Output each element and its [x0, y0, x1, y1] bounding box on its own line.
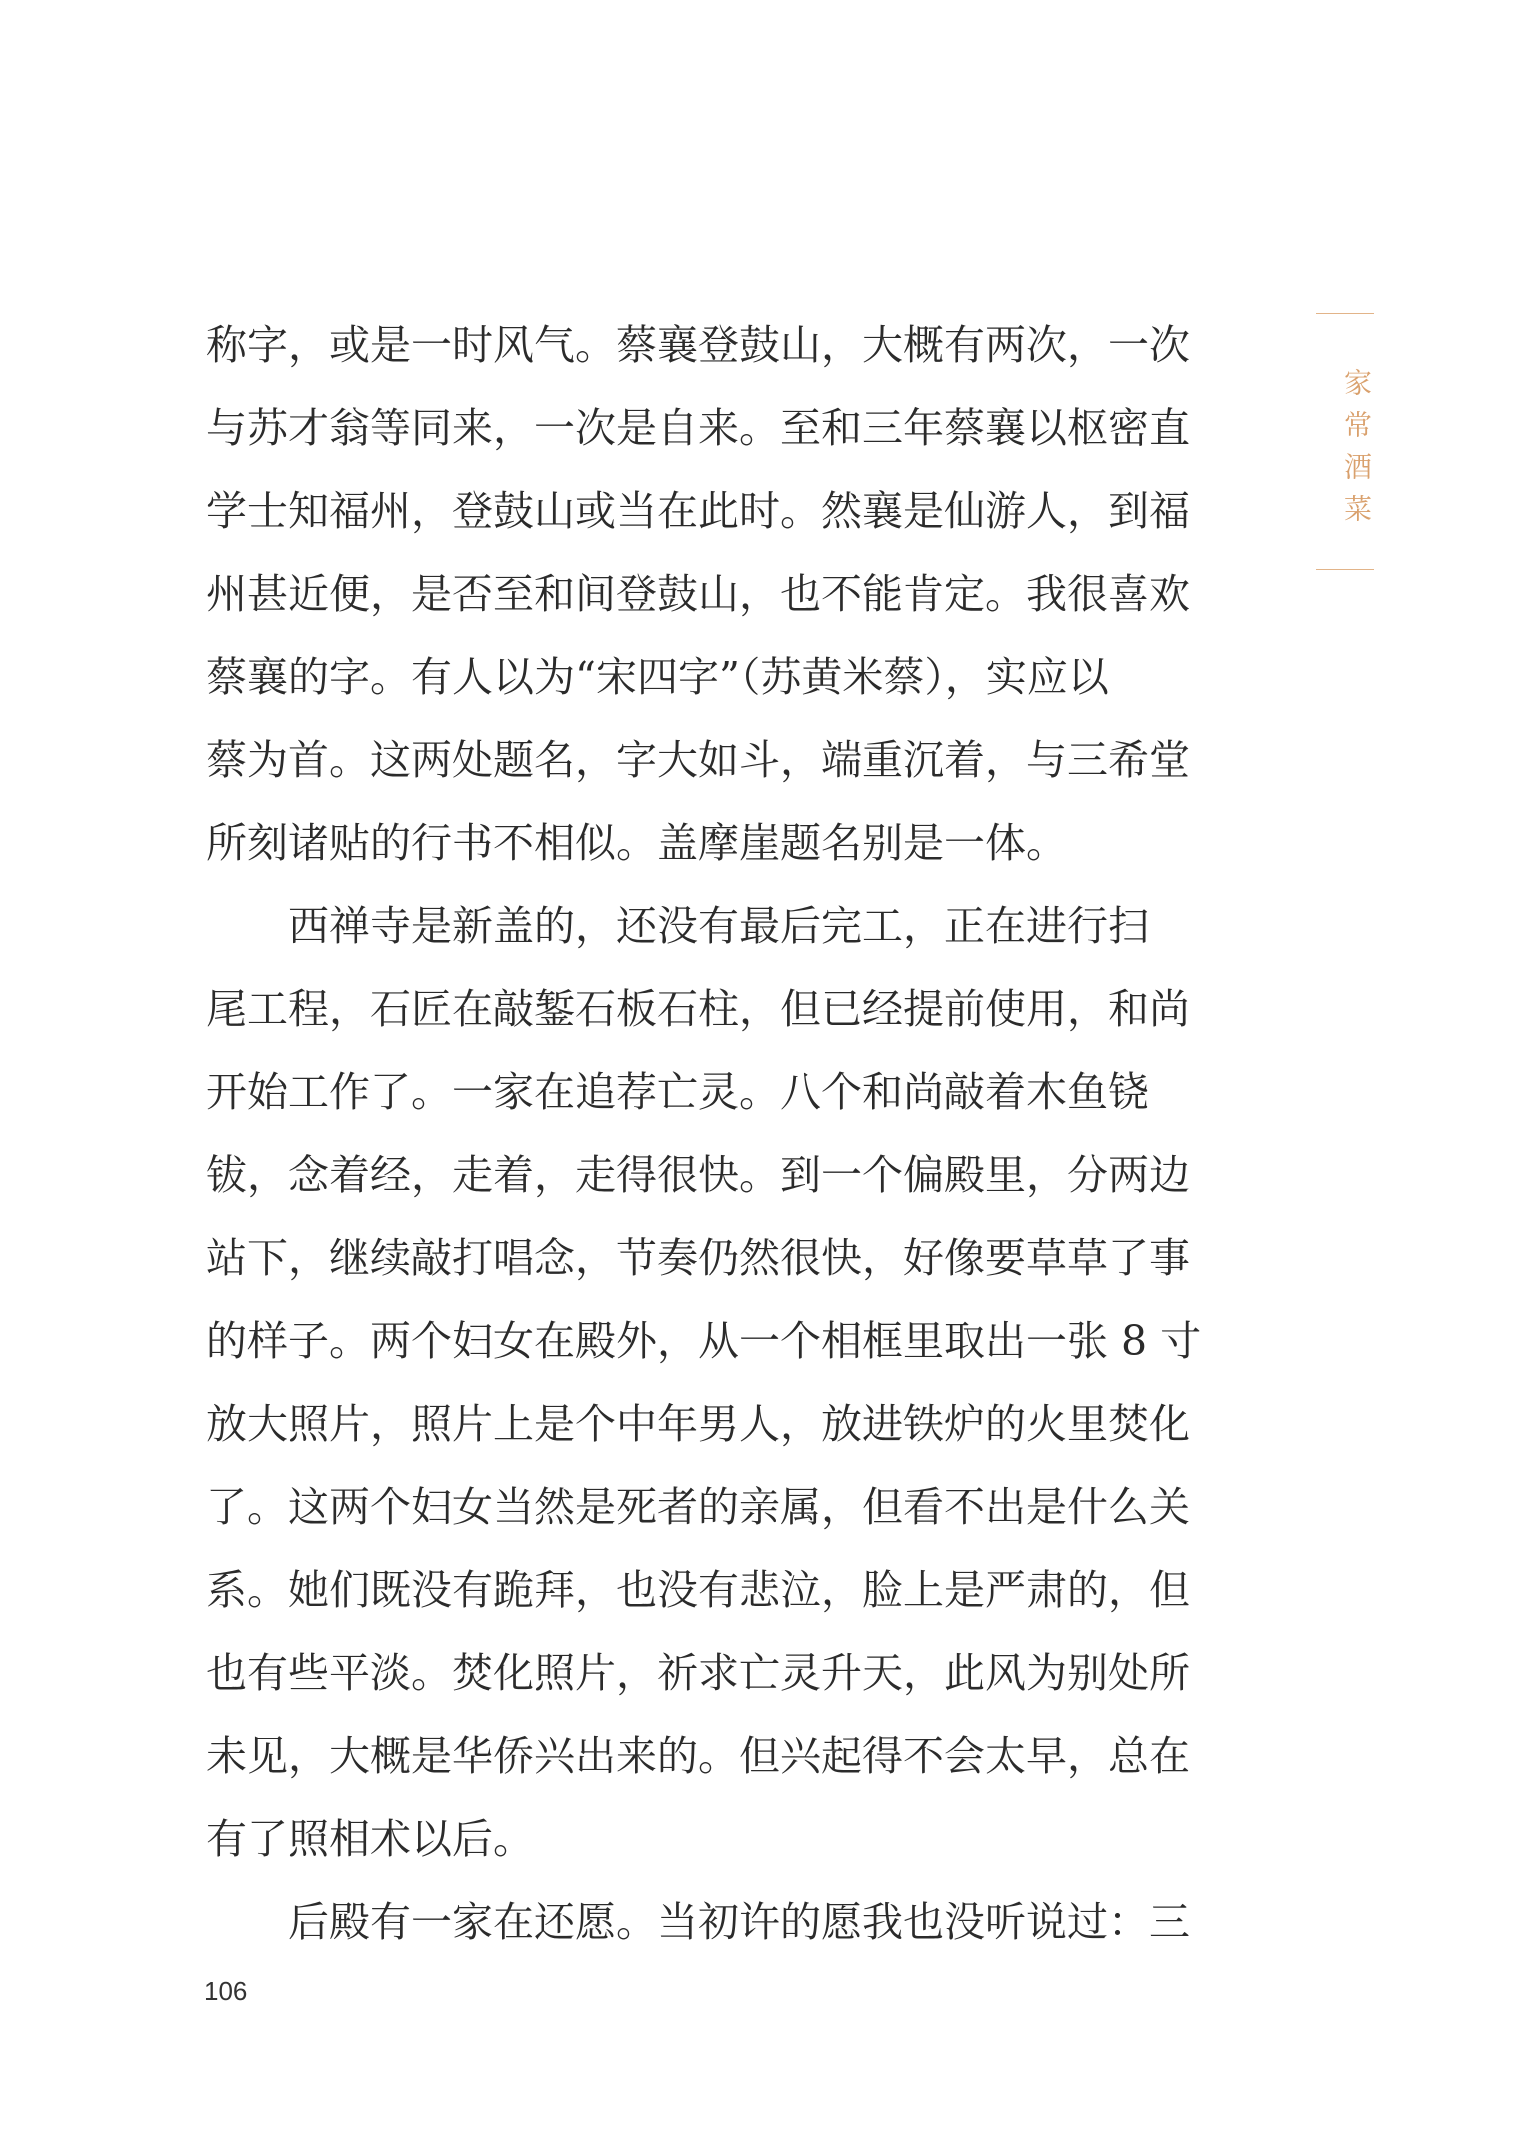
- side-rule-top: [1316, 313, 1374, 314]
- text-line-3: 学士知福州，登鼓山或当在此时。然襄是仙游人，到福: [206, 487, 1190, 535]
- text-line-12: 站下，继续敲打唱念，节奏仍然很快，好像要草草了事: [206, 1234, 1190, 1282]
- text-line-7: 所刻诸贴的行书不相似。盖摩崖题名别是一体。: [206, 819, 1067, 867]
- chapter-side-title: 家常酒菜: [1340, 368, 1373, 536]
- text-line-9: 尾工程，石匠在敲錾石板石柱，但已经提前使用，和尚: [206, 985, 1190, 1033]
- text-line-4: 州甚近便，是否至和间登鼓山，也不能肯定。我很喜欢: [206, 570, 1190, 618]
- text-line-18: 未见，大概是华侨兴出来的。但兴起得不会太早，总在: [206, 1732, 1190, 1780]
- text-line-10: 开始工作了。一家在追荐亡灵。八个和尚敲着木鱼铙: [206, 1068, 1149, 1116]
- page-number: 106: [204, 1976, 248, 2006]
- text-line-5: 蔡襄的字。有人以为“宋四字”（苏黄米蔡），实应以: [206, 653, 1109, 701]
- side-rule-bottom: [1316, 569, 1374, 570]
- text-line-17: 也有些平淡。焚化照片，祈求亡灵升天，此风为别处所: [206, 1649, 1190, 1697]
- text-line-19: 有了照相术以后。: [206, 1815, 534, 1863]
- text-line-11: 钹，念着经，走着，走得很快。到一个偏殿里，分两边: [206, 1151, 1190, 1199]
- text-line-20: 后殿有一家在还愿。当初许的愿我也没听说过：三: [288, 1898, 1190, 1946]
- text-line-2: 与苏才翁等同来，一次是自来。至和三年蔡襄以枢密直: [206, 404, 1190, 452]
- text-line-8: 西禅寺是新盖的，还没有最后完工，正在进行扫: [288, 902, 1149, 950]
- text-line-13: 的样子。两个妇女在殿外，从一个相框里取出一张 8 寸: [206, 1317, 1202, 1365]
- text-line-6: 蔡为首。这两处题名，字大如斗，端重沉着，与三希堂: [206, 736, 1190, 784]
- text-line-15: 了。这两个妇女当然是死者的亲属，但看不出是什么关: [206, 1483, 1190, 1531]
- body-text: [206, 304, 1202, 1964]
- text-line-16: 系。她们既没有跪拜，也没有悲泣，脸上是严肃的，但: [206, 1566, 1190, 1614]
- text-line-14: 放大照片，照片上是个中年男人，放进铁炉的火里焚化: [206, 1400, 1190, 1448]
- text-line-1: 称字，或是一时风气。蔡襄登鼓山，大概有两次，一次: [206, 321, 1190, 369]
